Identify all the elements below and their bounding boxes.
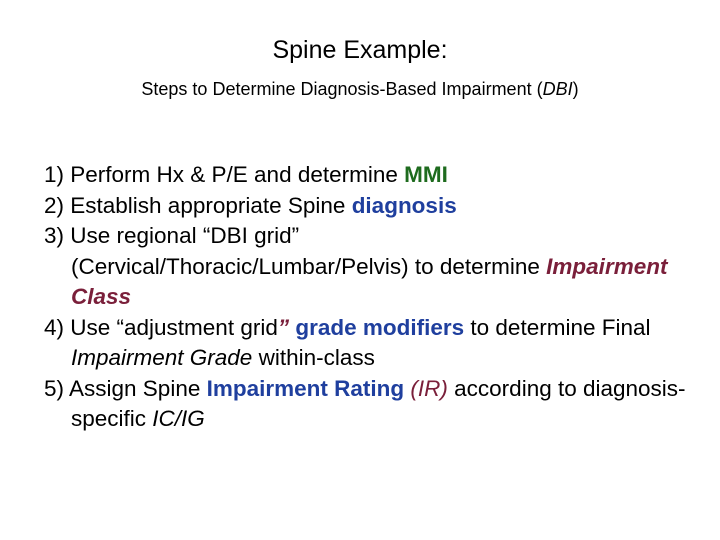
step-3-line1: 3) Use regional “DBI grid” <box>44 223 300 248</box>
step-4-highlight: grade modifiers <box>289 314 465 340</box>
steps-list <box>44 160 704 435</box>
step-4 <box>44 313 704 374</box>
slide-subtitle <box>0 77 720 101</box>
step-3-highlight: Impairment Class <box>71 253 668 309</box>
step-1-text: 1) Perform Hx & P/E and determine <box>44 162 405 187</box>
step-2 <box>44 191 704 222</box>
step-5-abbrev: (IR) <box>410 375 448 401</box>
step-5-italic: IC/IG <box>152 406 205 431</box>
step-1-highlight: MMI <box>404 162 448 187</box>
step-5 <box>44 374 704 435</box>
step-2-text: 2) Establish appropriate Spine <box>44 192 352 218</box>
step-4-part2: to determine Final <box>464 314 651 340</box>
step-5-part2: according to diagnosis-specific <box>71 375 686 431</box>
subtitle-abbrev: DBI <box>542 79 573 99</box>
step-4-italic: Impairment Grade <box>71 345 253 370</box>
step-3 <box>44 221 704 313</box>
subtitle-suffix: ) <box>572 79 579 99</box>
step-1 <box>44 160 704 191</box>
step-4-quote-close: ” <box>277 314 290 340</box>
step-5-highlight: Impairment Rating <box>206 375 405 401</box>
step-2-highlight: diagnosis <box>351 192 457 218</box>
step-3-line2: (Cervical/Thoracic/Lumbar/Pelvis) to determine <box>71 253 547 279</box>
slide-title: Spine Example: <box>272 36 448 64</box>
step-4-part1: 4) Use “adjustment grid <box>44 314 278 340</box>
step-4-part3: within-class <box>252 345 375 370</box>
step-5-part1: 5) Assign Spine <box>44 375 207 401</box>
subtitle-text: Steps to Determine Diagnosis-Based Impairment ( <box>141 79 543 99</box>
